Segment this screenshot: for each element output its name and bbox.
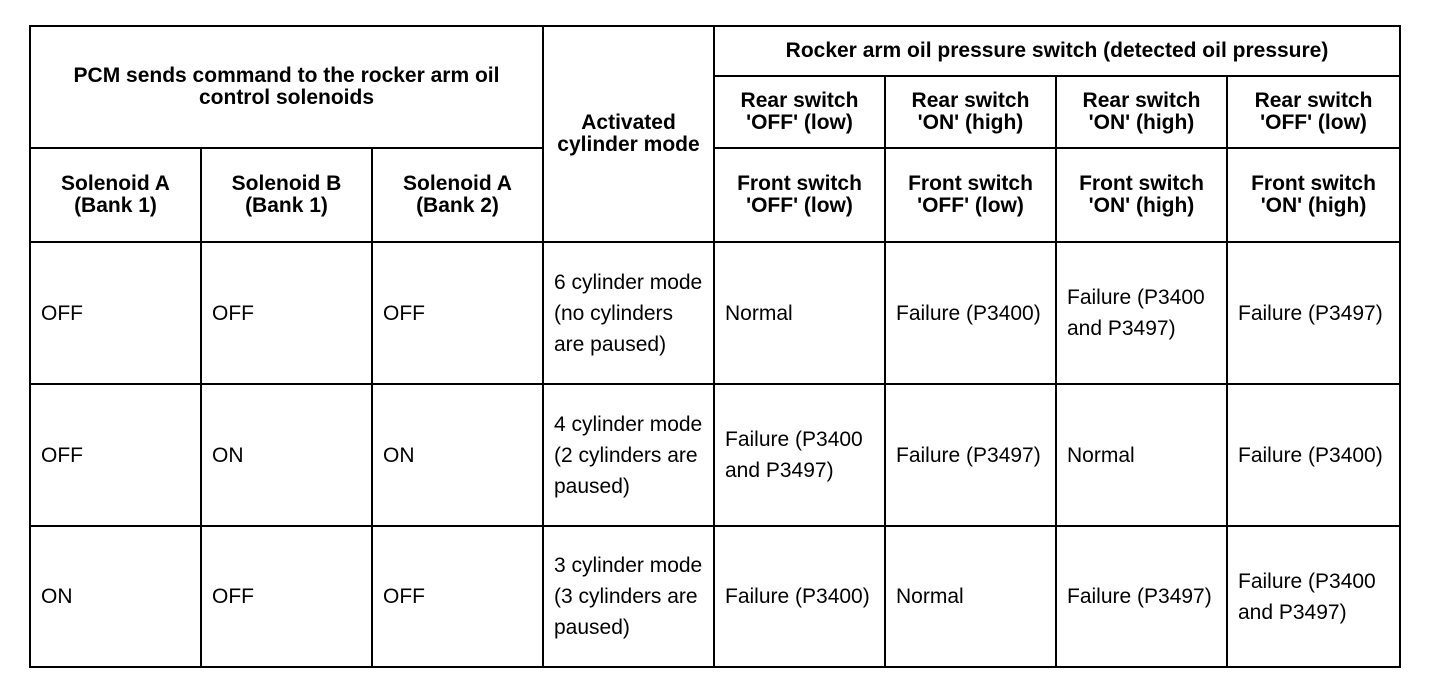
rear-switch-header: Rear switch 'OFF' (low) bbox=[714, 76, 885, 148]
rear-switch-header: Rear switch 'ON' (high) bbox=[885, 76, 1056, 148]
table-row bbox=[30, 384, 1400, 526]
switch-result: Failure (P3400) bbox=[1227, 384, 1400, 526]
front-switch-header: Front switch 'OFF' (low) bbox=[714, 148, 885, 242]
solenoid-state: OFF bbox=[201, 526, 372, 667]
cylinder-mode: 6 cylinder mode (no cylinders are paused) bbox=[543, 242, 714, 384]
solenoid-state: OFF bbox=[201, 242, 372, 384]
switch-group-header: Rocker arm oil pressure switch (detected oil pressure) bbox=[714, 26, 1400, 76]
solenoid-header: Solenoid A (Bank 1) bbox=[30, 148, 201, 242]
switch-result: Failure (P3400 and P3497) bbox=[1227, 526, 1400, 667]
header-row-3 bbox=[30, 148, 1400, 242]
rear-switch-header: Rear switch 'ON' (high) bbox=[1056, 76, 1227, 148]
cylinder-mode: 3 cylinder mode (3 cylinders are paused) bbox=[543, 526, 714, 667]
solenoid-state: ON bbox=[372, 384, 543, 526]
switch-result: Failure (P3497) bbox=[1056, 526, 1227, 667]
solenoid-state: ON bbox=[30, 526, 201, 667]
switch-result: Normal bbox=[885, 526, 1056, 667]
switch-result: Failure (P3400) bbox=[885, 242, 1056, 384]
pcm-command-header: PCM sends command to the rocker arm oil control solenoids bbox=[30, 26, 543, 148]
switch-result: Failure (P3400 and P3497) bbox=[714, 384, 885, 526]
switch-result: Normal bbox=[1056, 384, 1227, 526]
solenoid-state: OFF bbox=[30, 384, 201, 526]
front-switch-header: Front switch 'ON' (high) bbox=[1227, 148, 1400, 242]
activated-mode-header: Activated cylinder mode bbox=[543, 26, 714, 242]
solenoid-state: OFF bbox=[372, 242, 543, 384]
solenoid-header: Solenoid B (Bank 1) bbox=[201, 148, 372, 242]
header-row-1 bbox=[30, 26, 1400, 76]
switch-result: Failure (P3497) bbox=[885, 384, 1056, 526]
cylinder-mode: 4 cylinder mode (2 cylinders are paused) bbox=[543, 384, 714, 526]
front-switch-header: Front switch 'ON' (high) bbox=[1056, 148, 1227, 242]
solenoid-header: Solenoid A (Bank 2) bbox=[372, 148, 543, 242]
solenoid-state: ON bbox=[201, 384, 372, 526]
switch-result: Failure (P3497) bbox=[1227, 242, 1400, 384]
front-switch-header: Front switch 'OFF' (low) bbox=[885, 148, 1056, 242]
diagnostic-table bbox=[29, 25, 1401, 668]
switch-result: Normal bbox=[714, 242, 885, 384]
rear-switch-header: Rear switch 'OFF' (low) bbox=[1227, 76, 1400, 148]
switch-result: Failure (P3400 and P3497) bbox=[1056, 242, 1227, 384]
table-row bbox=[30, 526, 1400, 667]
solenoid-state: OFF bbox=[30, 242, 201, 384]
switch-result: Failure (P3400) bbox=[714, 526, 885, 667]
table-row bbox=[30, 242, 1400, 384]
solenoid-state: OFF bbox=[372, 526, 543, 667]
